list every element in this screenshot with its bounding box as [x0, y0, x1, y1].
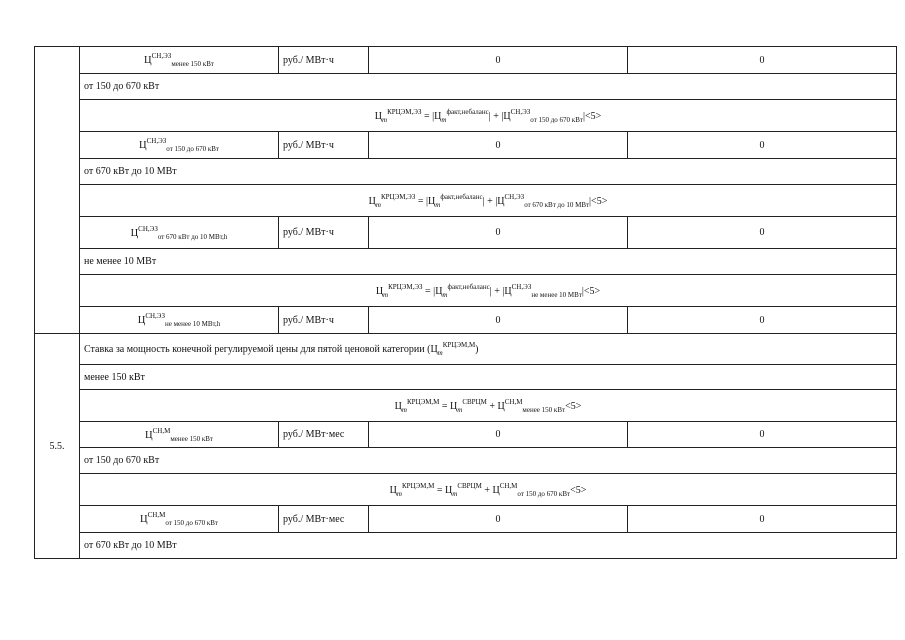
price-symbol-sup: СН,ЭЗ — [145, 312, 165, 320]
formula-cell — [80, 100, 897, 132]
formula-cell — [80, 474, 897, 506]
price-symbol: Ц — [137, 315, 146, 326]
unit-cell: руб./ МВт·мес — [279, 506, 369, 533]
formula-tail: <5> — [570, 484, 587, 496]
price-symbol-cell — [80, 422, 279, 448]
value-cell: 0 — [628, 422, 897, 448]
formula-term-sub: m — [435, 200, 441, 209]
formula-lhs-sub: m — [396, 489, 402, 498]
formula-term-sup: СВРЦМ — [457, 481, 482, 490]
range-label: не менее 10 МВт — [80, 249, 897, 275]
price-symbol-cell — [80, 506, 279, 533]
formula-tail: <5> — [565, 400, 582, 412]
value-cell: 0 — [628, 506, 897, 533]
range-label: от 670 кВт до 10 МВт — [80, 159, 897, 185]
formula-term-sup: факт,небаланс — [446, 107, 489, 116]
formula-tail: |<5> — [582, 110, 602, 122]
range-label: от 670 кВт до 10 МВт — [80, 533, 897, 559]
table-row — [35, 506, 897, 533]
unit-cell: руб./ МВт·ч — [279, 132, 369, 159]
table-row — [35, 533, 897, 559]
value-cell: 0 — [369, 132, 628, 159]
formula-lhs-sub: m — [383, 290, 389, 299]
formula-lhs: Ц — [375, 285, 384, 297]
price-symbol: Ц — [145, 429, 153, 441]
value-cell: 0 — [628, 132, 897, 159]
formula-term-sub: от 150 до 670 кВт — [517, 489, 571, 498]
unit-cell: руб./ МВт·ч — [279, 217, 369, 249]
price-symbol-sup: СН,М — [147, 511, 166, 519]
formula-lhs-sup: КРЦЭМ,М — [406, 397, 440, 406]
table-row — [35, 390, 897, 422]
formula-tail: |<5> — [589, 195, 608, 207]
formula-lhs: Ц — [374, 110, 382, 122]
table-row — [35, 275, 897, 307]
price-symbol-sub: от 150 до 670 кВт — [166, 145, 219, 153]
formula-lhs: Ц — [389, 484, 397, 496]
price-symbol-sup: СН,М — [152, 426, 171, 435]
formula-term-sub: не менее 10 МВт — [531, 290, 582, 299]
table-row — [35, 307, 897, 334]
table-row — [35, 249, 897, 275]
value-cell: 0 — [628, 217, 897, 249]
price-symbol: Ц — [130, 227, 139, 239]
value-cell: 0 — [369, 506, 628, 533]
range-label: от 150 до 670 кВт — [80, 448, 897, 474]
value-cell: 0 — [628, 307, 897, 334]
formula-mid: | + |Ц — [482, 195, 505, 207]
section-heading-sup: КРЦЭМ,М — [442, 341, 476, 349]
formula-term-sup: СН,ЭЗ — [504, 192, 525, 201]
section-heading-end: ) — [475, 344, 479, 355]
formula-term-sub: менее 150 кВт — [522, 405, 566, 414]
formula-term-sup: факт,небаланс — [440, 192, 483, 201]
formula-eq: = Ц — [434, 484, 453, 496]
value-cell: 0 — [369, 217, 628, 249]
table-row — [35, 74, 897, 100]
tariff-table — [34, 46, 897, 559]
range-label: от 150 до 670 кВт — [80, 74, 897, 100]
formula-term-sub: m — [457, 405, 463, 414]
formula-term-sup: СН,М — [499, 481, 518, 490]
formula-eq: = |Ц — [415, 195, 436, 207]
table-row — [35, 185, 897, 217]
formula-eq: = Ц — [439, 400, 458, 412]
section-heading — [80, 334, 897, 365]
formula-lhs-sub: m — [382, 115, 388, 124]
price-symbol-sub: от 670 кВт до 10 МВт,h — [157, 232, 228, 241]
price-symbol-sup: СН,ЭЗ — [146, 137, 167, 145]
value-cell: 0 — [369, 307, 628, 334]
range-label: менее 150 кВт — [80, 365, 897, 390]
section-heading-text: Ставка за мощность конечной регулируемой цены для пятой ценовой категории (Ц — [84, 344, 438, 355]
formula-term-sub: m — [441, 115, 447, 124]
price-symbol-sup: СН,ЭЗ — [151, 52, 172, 60]
section-heading-sub: m — [437, 349, 443, 357]
unit-cell: руб./ МВт·ч — [279, 47, 369, 74]
value-cell: 0 — [369, 422, 628, 448]
formula-term-sub: от 670 кВт до 10 МВт — [524, 200, 590, 209]
section-number-cell — [35, 47, 80, 334]
section-number: 5.5. — [35, 334, 80, 559]
formula-lhs: Ц — [394, 400, 402, 412]
table-row — [35, 132, 897, 159]
formula-term-sup: СН,ЭЗ — [510, 107, 531, 116]
formula-mid: + Ц — [481, 484, 500, 496]
table-row — [35, 334, 897, 365]
price-symbol: Ц — [139, 140, 147, 151]
price-symbol-cell — [80, 132, 279, 159]
formula-eq: = |Ц — [422, 285, 443, 297]
formula-term-sup: СН,М — [504, 397, 523, 406]
formula-lhs-sub: m — [401, 405, 407, 414]
value-cell: 0 — [628, 47, 897, 74]
table-row — [35, 47, 897, 74]
price-symbol: Ц — [140, 514, 148, 525]
price-symbol-sup: СН,ЭЗ — [138, 224, 158, 233]
unit-cell: руб./ МВт·ч — [279, 307, 369, 334]
formula-term-sub: от 150 до 670 кВт — [530, 115, 583, 124]
formula-lhs-sup: КРЦЭМ,ЭЗ — [387, 107, 422, 116]
formula-cell — [80, 185, 897, 217]
formula-term-sup: СВРЦМ — [462, 397, 487, 406]
table-row — [35, 159, 897, 185]
formula-mid: | + |Ц — [488, 110, 511, 122]
formula-term-sup: СН,ЭЗ — [511, 282, 532, 291]
price-symbol: Ц — [144, 55, 152, 66]
table-row — [35, 422, 897, 448]
formula-mid: | + |Ц — [489, 285, 512, 297]
formula-cell — [80, 275, 897, 307]
price-symbol-cell — [80, 47, 279, 74]
price-symbol-sub: от 150 до 670 кВт — [165, 519, 218, 527]
formula-lhs-sub: m — [375, 200, 381, 209]
formula-term-sup: факт,небаланс — [447, 282, 490, 291]
formula-tail: |<5> — [581, 285, 601, 297]
formula-eq: = |Ц — [421, 110, 442, 122]
table-row — [35, 365, 897, 390]
formula-lhs-sup: КРЦЭМ,ЭЗ — [380, 192, 416, 201]
price-symbol-sub: менее 150 кВт — [171, 60, 214, 68]
formula-mid: + Ц — [486, 400, 505, 412]
formula-term-sub: m — [442, 290, 448, 299]
table-row — [35, 474, 897, 506]
price-symbol-cell — [80, 307, 279, 334]
formula-lhs-sup: КРЦЭМ,М — [401, 481, 435, 490]
formula-term-sub: m — [452, 489, 458, 498]
value-cell: 0 — [369, 47, 628, 74]
formula-cell — [80, 390, 897, 422]
table-row — [35, 448, 897, 474]
formula-lhs-sup: КРЦЭМ,ЭЗ — [388, 282, 423, 291]
formula-lhs: Ц — [368, 195, 376, 207]
price-symbol-cell — [80, 217, 279, 249]
price-symbol-sub: менее 150 кВт — [170, 434, 213, 443]
table-row — [35, 217, 897, 249]
unit-cell: руб./ МВт·мес — [279, 422, 369, 448]
table-row — [35, 100, 897, 132]
price-symbol-sub: не менее 10 МВт,h — [165, 320, 221, 328]
